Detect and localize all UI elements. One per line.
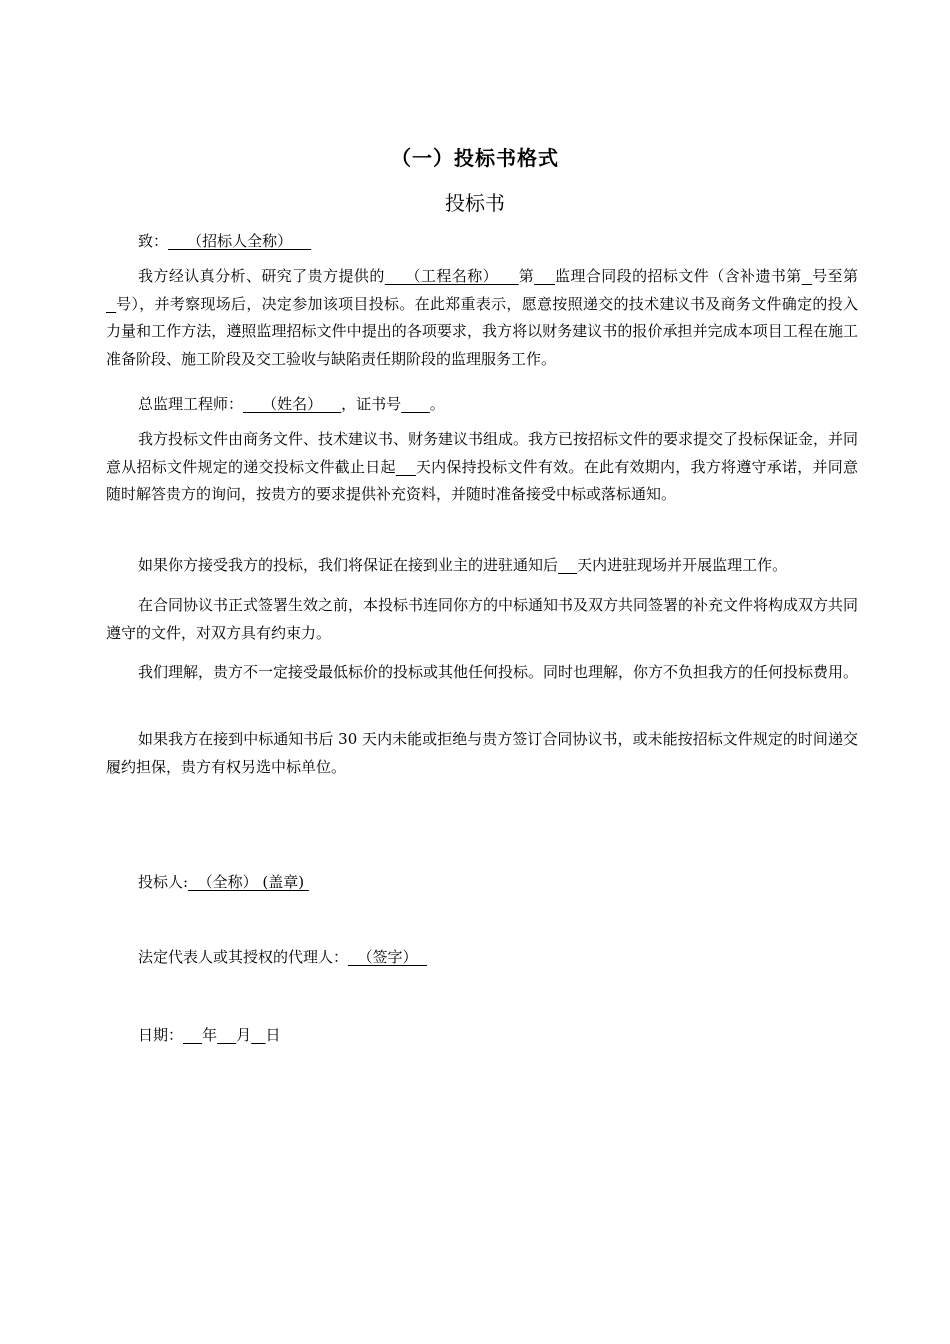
- date-month-label: 月: [236, 1026, 252, 1044]
- addendum-to-blank: [106, 295, 116, 313]
- representative-signature-field: （签字）: [348, 948, 428, 966]
- paragraph-mobilization-text-b: 天内进驻现场并开展监理工作。: [577, 556, 788, 574]
- bidder-label: 投标人:: [138, 873, 189, 891]
- mobilization-days-blank: [558, 556, 577, 574]
- paragraph-intro-text-c: 监理合同段的招标文件（含补遗书第: [554, 267, 802, 285]
- date-line: [138, 1022, 281, 1049]
- addressee-line: [138, 228, 311, 255]
- date-month-blank: [217, 1026, 236, 1044]
- chief-engineer-label: 总监理工程师：: [138, 395, 244, 413]
- date-label: 日期：: [138, 1026, 184, 1044]
- section-title: （一）投标书格式: [391, 146, 559, 170]
- paragraph-mobilization: [106, 552, 858, 580]
- chief-engineer-line: [138, 391, 445, 418]
- date-day-label: 日: [265, 1026, 281, 1044]
- addressee-label: 致：: [138, 232, 169, 250]
- date-year-blank: [183, 1026, 202, 1044]
- contract-section-blank: [534, 267, 555, 285]
- validity-days-blank: [396, 458, 416, 476]
- chief-engineer-name-field: （姓名）: [243, 395, 342, 413]
- paragraph-validity: [106, 426, 858, 509]
- addendum-from-blank: [802, 267, 812, 285]
- addressee-field: （招标人全称）: [168, 232, 312, 250]
- paragraph-validity-text-a: 我方投标文件由商务文件、技术建议书、财务建议书组成。我方已按招标文件的要求提交了投标保证金，并同意从招标文件规定的递交投标文件截止日起: [106, 430, 859, 476]
- paragraph-binding: 在合同协议书正式签署生效之前，本投标书连同你方的中标通知书及双方共同签署的补充文件将构成双方共同遵守的文件，对双方具有约束力。: [106, 596, 859, 642]
- paragraph-intro-text-b: 第: [518, 267, 535, 285]
- paragraph-intro-text-d: 号至第: [812, 267, 858, 285]
- paragraph-intro: [106, 263, 858, 373]
- paragraph-intro-text-e: 号），并考察现场后，决定参加该项目投标。在此郑重表示，愿意按照递交的技术建议书及商务文件确定的投入力量和工作方法，遵照监理招标文件中提出的各项要求，我方将以财务建议书的报价承担并完成本项目工程在施工准备阶段、施工阶段及交工验收与缺陷责任期阶段的监理服务工作。: [106, 294, 858, 368]
- paragraph-validity-text-b: 天内保持投标文件有效。在此有效期内，我方将遵守承诺，并同意随时解答贵方的询问，按贵方的要求提供补充资料，并随时准备接受中标或落标通知。: [106, 457, 858, 503]
- project-name-field: （工程名称）: [384, 267, 519, 285]
- paragraph-mobilization-text-a: 如果你方接受我方的投标，我们将保证在接到业主的进驻通知后: [138, 556, 559, 574]
- representative-line: [138, 944, 427, 971]
- paragraph-intro-text-a: 我方经认真分析、研究了贵方提供的: [138, 267, 385, 285]
- document-title: 投标书: [445, 191, 505, 215]
- representative-label: 法定代表人或其授权的代理人：: [138, 948, 349, 966]
- certificate-label: ，证书号: [341, 395, 402, 413]
- bidder-name-seal-field: （全称） (盖章): [188, 873, 309, 891]
- paragraph-no-obligation: 我们理解，贵方不一定接受最低标价的投标或其他任何投标。同时也理解，你方不负担我方的任何投标费用。: [138, 663, 859, 681]
- date-year-label: 年: [202, 1026, 218, 1044]
- date-day-blank: [251, 1026, 265, 1044]
- chief-engineer-end: 。: [429, 395, 445, 413]
- certificate-number-field: [401, 395, 430, 413]
- paragraph-contract-signing: 如果我方在接到中标通知书后 30 天内未能或拒绝与贵方签订合同协议书，或未能按招标文件规定的时间递交履约担保，贵方有权另选中标单位。: [106, 730, 858, 776]
- bidder-line: [138, 869, 309, 896]
